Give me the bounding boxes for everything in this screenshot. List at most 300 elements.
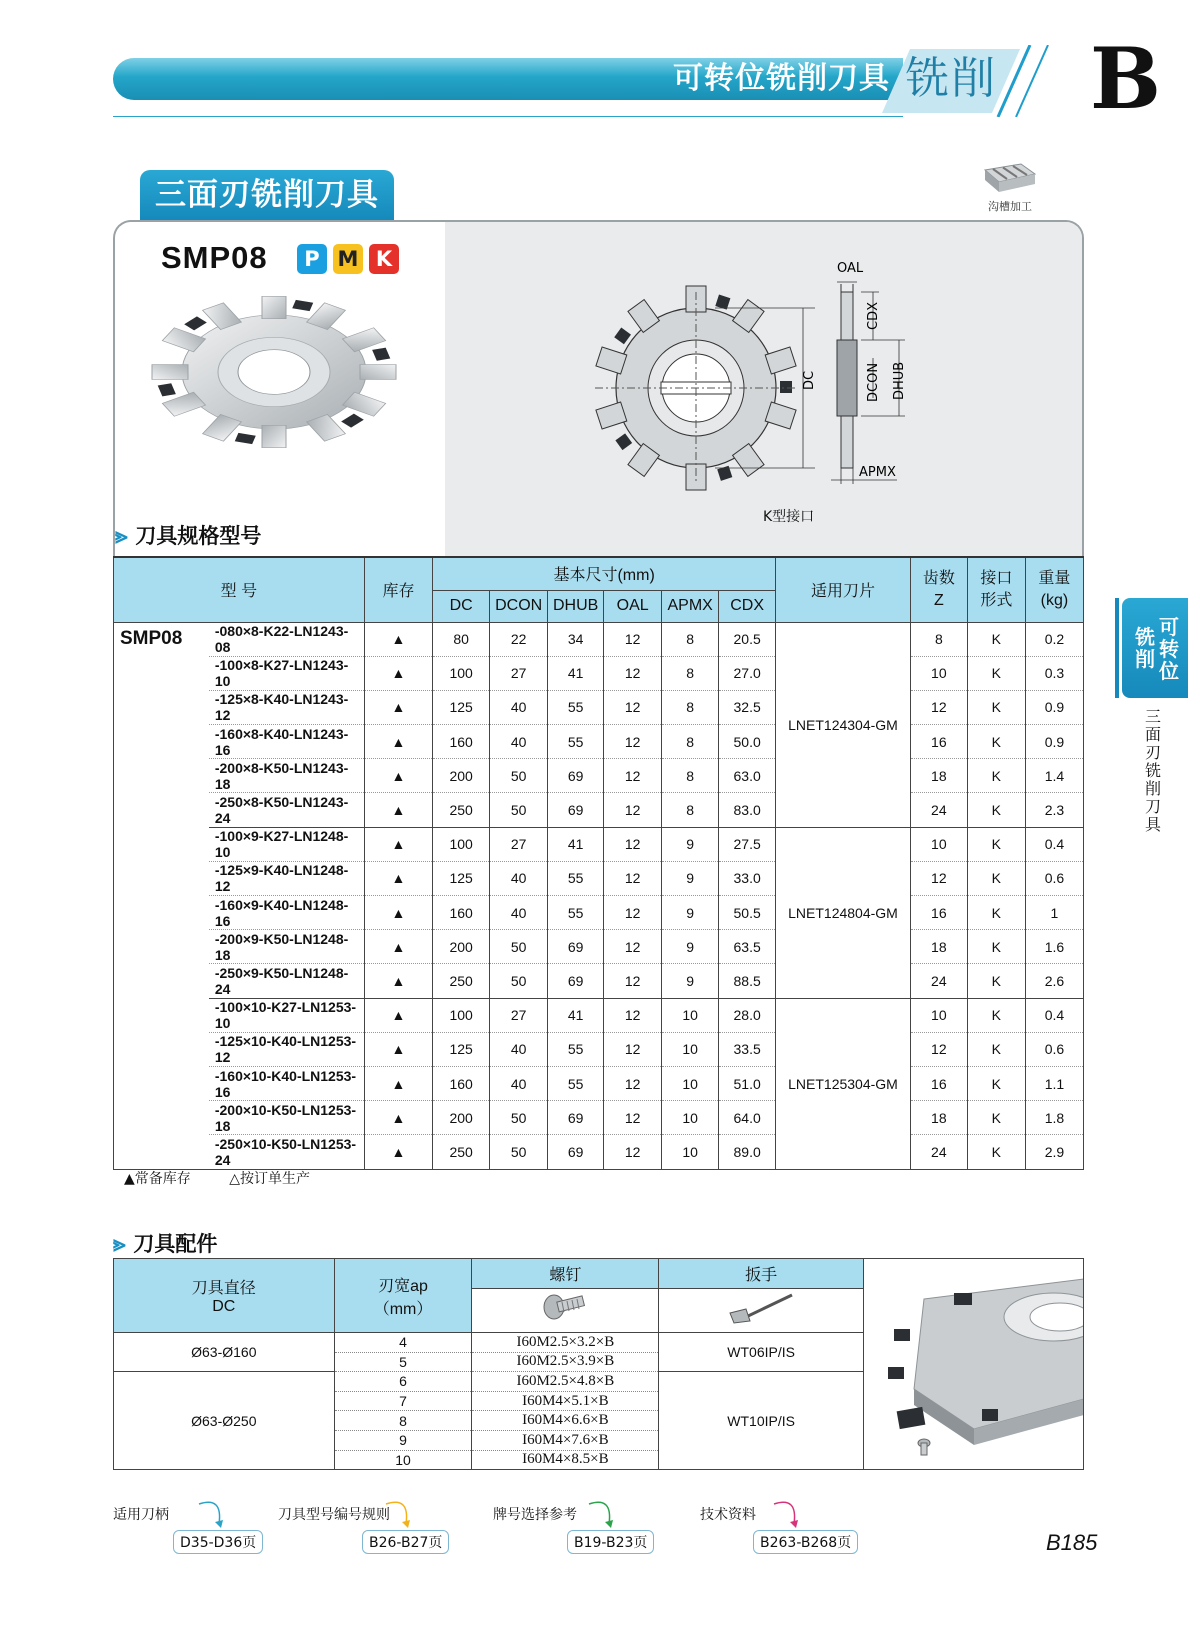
diameter-range: Ø63-Ø250 [114,1372,335,1470]
weight-kg: 2.3 [1025,793,1083,827]
dim-dhub: 41 [548,827,604,861]
table-row [114,827,1084,861]
dim-dcon: 40 [490,725,548,759]
stock-mark: ▲ [364,759,432,793]
teeth-count: 18 [910,930,967,964]
dim-cdx: 20.5 [719,622,776,656]
cut-width: 5 [334,1352,472,1372]
table-row [114,1372,864,1392]
teeth-count: 16 [910,725,967,759]
model-family-cell [114,998,209,1032]
model-code: -100×10-K27-LN1253-10 [209,998,364,1032]
cut-width: 4 [334,1333,472,1353]
interface-type: K [967,998,1025,1032]
interface-type: K [967,690,1025,724]
dim-dc: 160 [433,1066,490,1100]
cut-width: 7 [334,1391,472,1411]
table-row [114,759,1084,793]
header-title: 可转位铣削刀具 [673,61,890,96]
dim-apmx: 9 [662,930,719,964]
dim-dhub: 55 [548,861,604,895]
dim-cdx: 83.0 [719,793,776,827]
col-cdx: CDX [719,590,776,622]
badge-label: 沟槽加工 [988,200,1032,213]
interface-type: K [967,896,1025,930]
assembly-photo [864,1258,1084,1470]
weight-kg: 0.3 [1025,656,1083,690]
curved-arrow-icon [587,1496,621,1530]
dim-oal: 12 [604,690,662,724]
stock-mark: ▲ [364,690,432,724]
wrench-code: WT10IP/IS [659,1372,864,1470]
model-family-cell [114,759,209,793]
teeth-count: 24 [910,1135,967,1169]
col-stock: 库存 [364,557,432,622]
screw-code: I60M2.5×3.9×B [472,1352,659,1372]
table-row [114,1333,864,1353]
table-row [114,725,1084,759]
dim-cdx: 28.0 [719,998,776,1032]
ref-technical-pages[interactable]: B263-B268页 [753,1530,858,1554]
stock-mark: ▲ [364,622,432,656]
interface-type: K [967,1066,1025,1100]
weight-kg: 1.1 [1025,1066,1083,1100]
interface-type: K [967,793,1025,827]
dim-apmx: 8 [662,793,719,827]
col-interface: 接口 形式 [967,557,1025,622]
weight-kg: 0.2 [1025,622,1083,656]
model-family-cell [114,793,209,827]
dim-dc: 160 [433,725,490,759]
dim-dhub: 55 [548,725,604,759]
weight-kg: 0.4 [1025,827,1083,861]
stock-mark: ▲ [364,1066,432,1100]
col-model: 型 号 [114,557,365,622]
stock-mark: ▲ [364,656,432,690]
interface-type: K [967,622,1025,656]
table-row [114,896,1084,930]
stock-mark: ▲ [364,861,432,895]
table-row [114,930,1084,964]
screw-code: I60M2.5×4.8×B [472,1372,659,1392]
model-family-cell [114,1135,209,1169]
dim-cdx: 27.0 [719,656,776,690]
teeth-count: 24 [910,964,967,998]
dim-dhub: 69 [548,964,604,998]
dim-oal: 12 [604,998,662,1032]
dim-oal: 12 [604,930,662,964]
dim-dc: 200 [433,759,490,793]
dim-dhub: 55 [548,1032,604,1066]
dim-apmx: 8 [662,690,719,724]
dim-apmx: 8 [662,656,719,690]
stock-mark: ▲ [364,1135,432,1169]
dim-dc: 250 [433,793,490,827]
interface-type: K [967,1135,1025,1169]
dim-dc: 100 [433,656,490,690]
model-family-cell [114,656,209,690]
teeth-count: 16 [910,1066,967,1100]
dim-cdx: 50.5 [719,896,776,930]
table-row [114,1101,1084,1135]
insert-code: LNET124804-GM [776,827,911,998]
material-badge-k: K [369,244,399,274]
spec-heading: ⪢ 刀具规格型号 [115,524,262,549]
product-panel [113,220,1084,556]
table-row [114,998,1084,1032]
col-dhub: DHUB [548,590,604,622]
product-model: SMP08 [161,240,268,275]
dim-dhub: 69 [548,930,604,964]
dim-oal: 12 [604,759,662,793]
dim-dc: 100 [433,998,490,1032]
stock-mark: ▲ [364,896,432,930]
accessory-table [113,1258,864,1470]
weight-kg: 0.6 [1025,861,1083,895]
dim-dcon: 50 [490,759,548,793]
weight-kg: 0.9 [1025,725,1083,759]
dim-cdx: 63.5 [719,930,776,964]
product-photo [149,292,399,462]
insert-code: LNET125304-GM [776,998,911,1169]
accessory-heading: ⪢ 刀具配件 [113,1232,218,1257]
col-dc: DC [433,590,490,622]
grooving-icon [981,160,1039,194]
interface-caption: K型接口 [763,509,815,525]
dim-dhub: 41 [548,656,604,690]
dim-dcon: 40 [490,1066,548,1100]
weight-kg: 1.8 [1025,1101,1083,1135]
model-family-cell [114,690,209,724]
side-tab-text-left: 铣削 [1135,625,1155,671]
dim-dhub: 34 [548,622,604,656]
side-tab[interactable] [1122,598,1188,698]
dim-dc: 80 [433,622,490,656]
dim-oal: 12 [604,1032,662,1066]
dim-cdx: 27.5 [719,827,776,861]
dim-dcon: 27 [490,656,548,690]
table-row [114,793,1084,827]
dim-oal: 12 [604,656,662,690]
model-family-cell [114,827,209,861]
ref-shank[interactable]: 适用刀柄 D35-D36页 [113,1504,263,1554]
stock-mark: ▲ [364,930,432,964]
stock-mark: ▲ [364,793,432,827]
dim-dcon: 40 [490,1032,548,1066]
dim-dcon: 50 [490,930,548,964]
teeth-count: 18 [910,1101,967,1135]
dim-dc: 250 [433,964,490,998]
dim-cdx: 63.0 [719,759,776,793]
col-dcon: DCON [490,590,548,622]
dim-dcon: 22 [490,622,548,656]
interface-type: K [967,827,1025,861]
table-row [114,1135,1084,1169]
stock-mark: ▲ [364,827,432,861]
dim-cdx: 33.5 [719,1032,776,1066]
dim-apmx: 8 [662,759,719,793]
dim-cdx: 51.0 [719,1066,776,1100]
teeth-count: 12 [910,690,967,724]
weight-kg: 1.6 [1025,930,1083,964]
dim-apmx: 10 [662,1135,719,1169]
teeth-count: 12 [910,1032,967,1066]
weight-kg: 2.6 [1025,964,1083,998]
dim-dcon: DCON [866,362,881,402]
dim-dhub: 41 [548,998,604,1032]
dim-cdx: 64.0 [719,1101,776,1135]
model-code: -200×10-K50-LN1253-18 [209,1101,364,1135]
model-code: -125×10-K40-LN1253-12 [209,1032,364,1066]
dim-dc: 125 [433,861,490,895]
dim-cdx: 50.0 [719,725,776,759]
model-code: -160×8-K40-LN1243-16 [209,725,364,759]
legend-stock: ▲常备库存 [124,1171,191,1187]
model-family-cell [114,1032,209,1066]
material-badge-m: M [333,244,363,274]
stock-legend [124,1168,344,1188]
model-code: -160×10-K40-LN1253-16 [209,1066,364,1100]
dim-oal: 12 [604,1066,662,1100]
screw-icon [540,1291,590,1325]
model-code: -080×8-K22-LN1243-08 [209,622,364,656]
dim-dc: 200 [433,1101,490,1135]
model-code: -250×10-K50-LN1253-24 [209,1135,364,1169]
dim-oal: 12 [604,1135,662,1169]
table-row [114,622,1084,656]
interface-type: K [967,861,1025,895]
model-code: -125×8-K40-LN1243-12 [209,690,364,724]
teeth-count: 24 [910,793,967,827]
dim-apmx: 10 [662,1101,719,1135]
teeth-count: 10 [910,656,967,690]
curved-arrow-icon [384,1496,418,1530]
dim-apmx: 9 [662,861,719,895]
cut-width: 9 [334,1430,472,1450]
dim-dhub: 69 [548,759,604,793]
dim-dc: 160 [433,896,490,930]
insert-code: LNET124304-GM [776,622,911,827]
model-family-cell [114,725,209,759]
teeth-count: 18 [910,759,967,793]
application-badge [950,160,1070,214]
teeth-count: 12 [910,861,967,895]
dim-dcon: 50 [490,964,548,998]
weight-kg: 0.4 [1025,998,1083,1032]
dim-dcon: 50 [490,1101,548,1135]
col-weight: 重量 (kg) [1025,557,1083,622]
dim-dc: 125 [433,690,490,724]
col-width: 刃宽ap （mm） [334,1259,472,1333]
double-arrow-icon: ⪢ [115,524,128,549]
diameter-range: Ø63-Ø160 [114,1333,335,1372]
interface-type: K [967,1032,1025,1066]
dim-dcon: 40 [490,896,548,930]
dim-dcon: 40 [490,861,548,895]
ref-numbering[interactable]: 刀具型号编号规则 B26-B27页 [278,1504,449,1554]
model-code: -250×8-K50-LN1243-24 [209,793,364,827]
dim-apmx: 10 [662,1066,719,1100]
screw-code: I60M4×8.5×B [472,1450,659,1470]
header-chip-label: 铣削 [905,53,997,104]
model-code: -200×9-K50-LN1248-18 [209,930,364,964]
dim-apmx: APMX [859,465,896,480]
col-diameter: 刀具直径 DC [114,1259,335,1333]
curved-arrow-icon [772,1496,806,1530]
dim-apmx: 8 [662,622,719,656]
dim-dc: 250 [433,1135,490,1169]
dim-dc: 200 [433,930,490,964]
interface-type: K [967,759,1025,793]
dim-dc: 100 [433,827,490,861]
table-row [114,1066,1084,1100]
wrench-image [659,1289,864,1333]
model-family-cell [114,930,209,964]
col-teeth: 齿数 Z [910,557,967,622]
double-arrow-icon: ⪢ [113,1232,126,1257]
dim-dcon: 27 [490,998,548,1032]
dim-oal: OAL [837,261,864,276]
interface-type: K [967,930,1025,964]
page-number: B185 [1046,1530,1098,1555]
dim-oal: 12 [604,725,662,759]
interface-type: K [967,1101,1025,1135]
ref-grade-pages[interactable]: B19-B23页 [567,1530,654,1554]
screw-code: I60M4×7.6×B [472,1430,659,1450]
weight-kg: 0.6 [1025,1032,1083,1066]
dim-apmx: 8 [662,725,719,759]
stock-mark: ▲ [364,964,432,998]
material-badge-p: P [297,244,327,274]
side-tab-bar [1115,598,1119,698]
dim-dcon: 40 [490,690,548,724]
legend-order: △按订单生产 [229,1171,311,1187]
dim-dhub: 55 [548,896,604,930]
curved-arrow-icon [197,1496,231,1530]
dim-oal: 12 [604,622,662,656]
weight-kg: 1 [1025,896,1083,930]
dim-cdx: 88.5 [719,964,776,998]
stock-mark: ▲ [364,725,432,759]
side-tab-text-right: 可转位 [1159,615,1179,683]
model-family-cell [114,1066,209,1100]
ref-grade[interactable]: 牌号选择参考 B19-B23页 [493,1504,654,1554]
interface-type: K [967,964,1025,998]
weight-kg: 2.9 [1025,1135,1083,1169]
dim-dcon: 50 [490,793,548,827]
stock-mark: ▲ [364,1101,432,1135]
model-family: SMP08 [120,628,183,650]
model-code: -100×8-K27-LN1243-10 [209,656,364,690]
table-row [114,656,1084,690]
dim-oal: 12 [604,896,662,930]
model-code: -200×8-K50-LN1243-18 [209,759,364,793]
col-screw: 螺钉 [472,1259,659,1289]
model-code: -160×9-K40-LN1248-16 [209,896,364,930]
side-category-label: 三面刃铣削刀具 [1144,707,1161,834]
model-code: -125×9-K40-LN1248-12 [209,861,364,895]
cut-width: 10 [334,1450,472,1470]
col-wrench: 扳手 [659,1259,864,1289]
teeth-count: 10 [910,827,967,861]
dim-dhub: 69 [548,1101,604,1135]
model-code: -250×9-K50-LN1248-24 [209,964,364,998]
col-oal: OAL [604,590,662,622]
dim-dhub: 55 [548,690,604,724]
dim-dhub: DHUB [892,361,907,400]
spec-table [113,556,1084,1170]
model-family-cell [114,622,209,656]
dim-cdx: 33.0 [719,861,776,895]
dim-oal: 12 [604,964,662,998]
weight-kg: 0.9 [1025,690,1083,724]
teeth-count: 8 [910,622,967,656]
cut-width: 8 [334,1411,472,1431]
ref-technical[interactable]: 技术资料 B263-B268页 [700,1504,858,1554]
teeth-count: 10 [910,998,967,1032]
dim-dc: DC [802,370,817,390]
screw-code: I60M4×5.1×B [472,1391,659,1411]
dim-dcon: 50 [490,1135,548,1169]
model-family-cell [114,964,209,998]
screw-code: I60M2.5×3.2×B [472,1333,659,1353]
screw-image [472,1289,659,1333]
dim-dc: 125 [433,1032,490,1066]
section-title: 三面刃铣削刀具 [140,170,394,220]
dim-apmx: 10 [662,1032,719,1066]
assembly-illustration [864,1259,1084,1470]
model-family-cell [114,896,209,930]
interface-type: K [967,656,1025,690]
wrench-code: WT06IP/IS [659,1333,864,1372]
dim-apmx: 9 [662,964,719,998]
dim-dhub: 69 [548,793,604,827]
dim-dhub: 69 [548,1135,604,1169]
ref-numbering-pages[interactable]: B26-B27页 [362,1530,449,1554]
dim-oal: 12 [604,861,662,895]
weight-kg: 1.4 [1025,759,1083,793]
wrench-icon [726,1291,796,1325]
dim-oal: 12 [604,827,662,861]
dim-apmx: 10 [662,998,719,1032]
col-basic-dims: 基本尺寸(mm) [433,557,776,590]
model-family-cell [114,1101,209,1135]
table-row [114,964,1084,998]
dim-apmx: 9 [662,896,719,930]
interface-type: K [967,725,1025,759]
stock-mark: ▲ [364,998,432,1032]
col-apmx: APMX [662,590,719,622]
screw-code: I60M4×6.6×B [472,1411,659,1431]
dim-dhub: 55 [548,1066,604,1100]
table-row [114,690,1084,724]
technical-drawing [575,242,995,522]
stock-mark: ▲ [364,1032,432,1066]
header-rule [113,116,903,117]
model-code: -100×9-K27-LN1248-10 [209,827,364,861]
teeth-count: 16 [910,896,967,930]
table-row [114,861,1084,895]
dim-oal: 12 [604,793,662,827]
ref-shank-pages[interactable]: D35-D36页 [173,1530,263,1554]
dim-cdx: CDX [866,302,881,330]
model-family-cell [114,861,209,895]
dim-oal: 12 [604,1101,662,1135]
dim-cdx: 32.5 [719,690,776,724]
dim-apmx: 9 [662,827,719,861]
dim-cdx: 89.0 [719,1135,776,1169]
col-insert: 适用刀片 [776,557,911,622]
